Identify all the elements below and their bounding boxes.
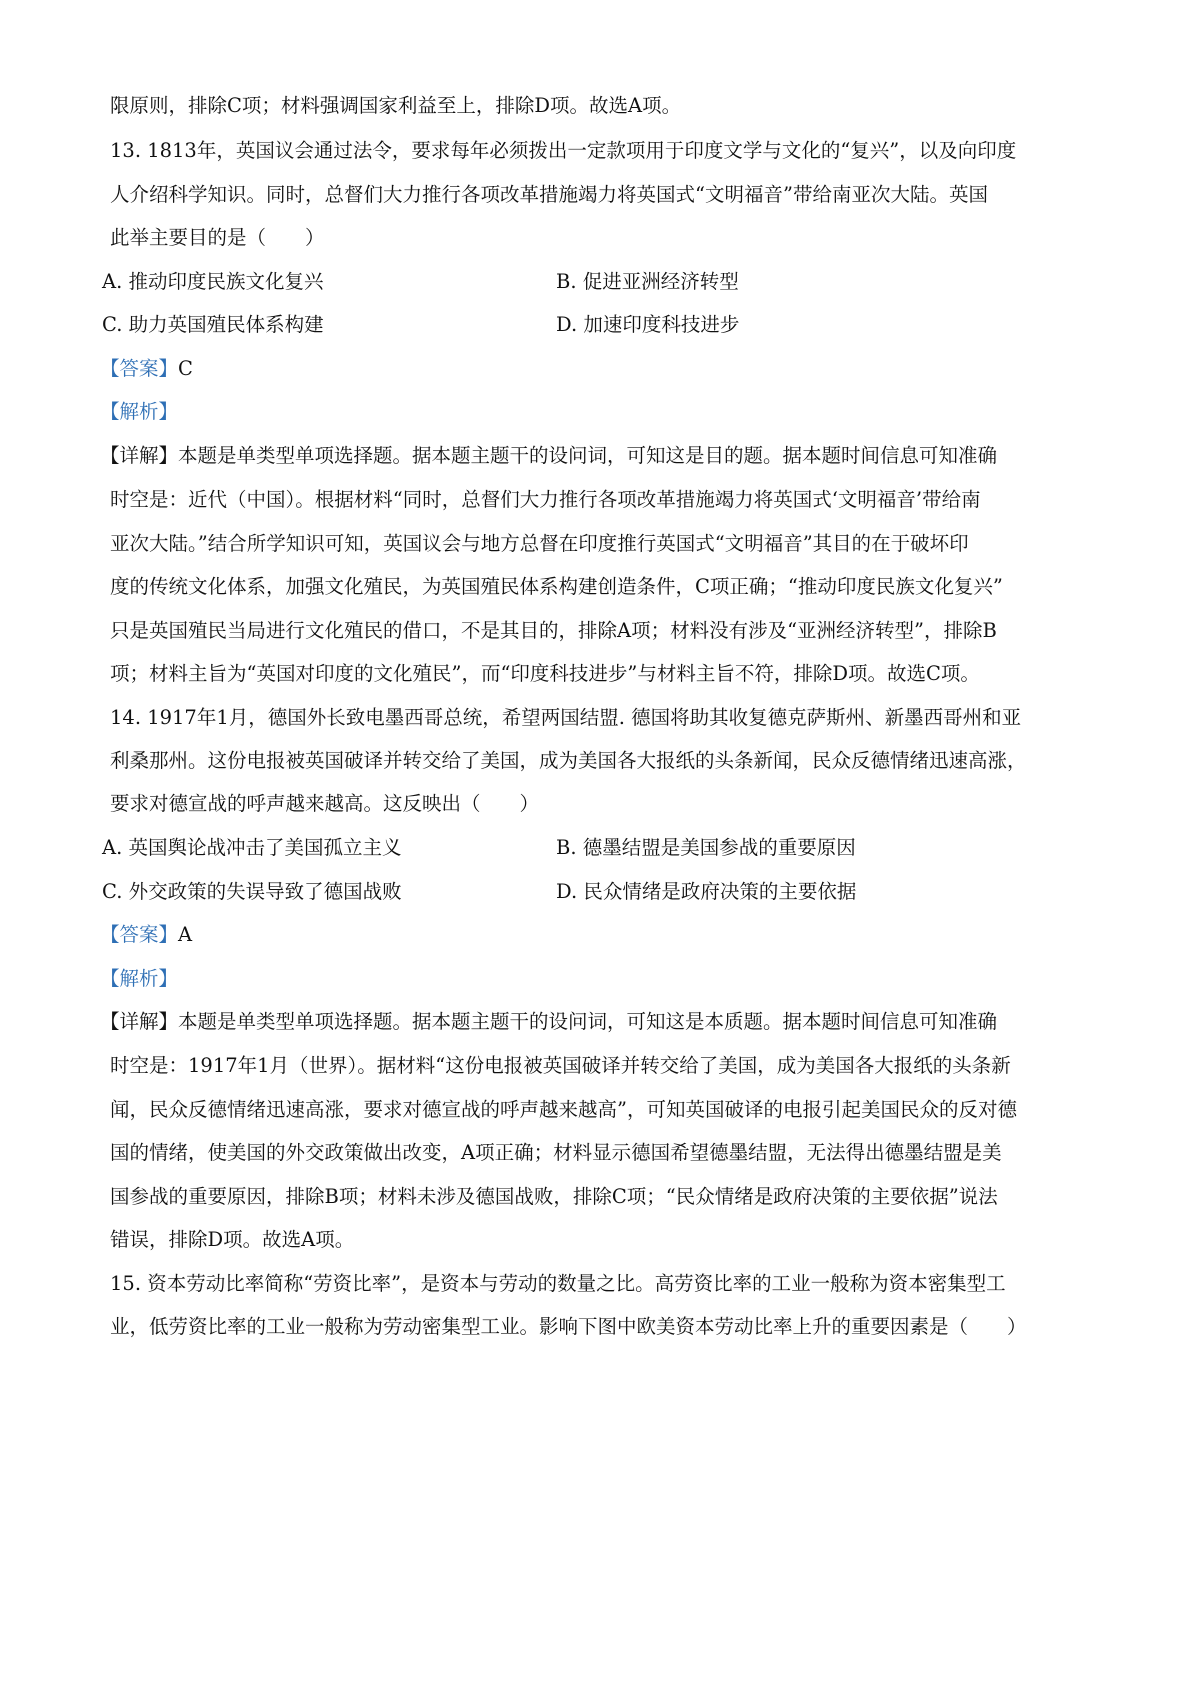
detail-tag: 【详解】 xyxy=(100,444,179,467)
q13-detail-line: 亚次大陆。”结合所学知识可知，英国议会与地方总督在印度推行英国式“文明福音”其目的在于破坏印 xyxy=(110,532,969,555)
q14-detail xyxy=(100,1008,997,1036)
q14-detail-line: 错误，排除D项。故选A项。 xyxy=(110,1228,355,1251)
analysis-tag: 【解析】 xyxy=(100,967,179,990)
q13-analysis-tag xyxy=(100,398,178,426)
q13-detail-line: 只是英国殖民当局进行文化殖民的借口，不是其目的，排除A项；材料没有涉及“亚洲经济转型”，排除B xyxy=(110,619,997,642)
q14-option-d: D. 民众情绪是政府决策的主要依据 xyxy=(556,880,857,903)
question-14-stem: 利桑那州。这份电报被英国破译并转交给了美国，成为美国各大报纸的头条新闻，民众反德情绪迅速高涨， xyxy=(110,749,1027,772)
question-14-stem: 14. 1917年1月，德国外长致电墨西哥总统，希望两国结盟. 德国将助其收复德克萨斯州、新墨西哥州和亚 xyxy=(110,706,1022,729)
question-13-stem: 13. 1813年，英国议会通过法令，要求每年必须拨出一定款项用于印度文学与文化的“复兴”，以及向印度 xyxy=(110,139,1017,162)
q13-option-d: D. 加速印度科技进步 xyxy=(556,313,740,336)
q13-option-b: B. 促进亚洲经济转型 xyxy=(556,270,739,293)
question-15-stem: 业，低劳资比率的工业一般称为劳动密集型工业。影响下图中欧美资本劳动比率上升的重要因素是（ ） xyxy=(110,1315,1027,1338)
question-13-stem: 此举主要目的是（ ） xyxy=(110,226,325,249)
q14-detail-line: 国参战的重要原因，排除B项；材料未涉及德国战败，排除C项；“民众情绪是政府决策的主要依据”说法 xyxy=(110,1185,998,1208)
analysis-tag: 【解析】 xyxy=(100,400,179,423)
detail-tag: 【详解】 xyxy=(100,1010,179,1033)
question-13-stem: 人介绍科学知识。同时，总督们大力推行各项改革措施竭力将英国式“文明福音”带给南亚次大陆。英国 xyxy=(110,183,988,206)
q13-answer xyxy=(100,355,193,383)
q14-option-b: B. 德墨结盟是美国参战的重要原因 xyxy=(556,836,856,859)
q14-detail-line: 时空是：1917年1月（世界）。据材料“这份电报被英国破译并转交给了美国，成为美国各大报纸的头条新 xyxy=(110,1054,1011,1077)
answer-value: C xyxy=(178,357,193,380)
text-line: 限原则，排除C项；材料强调国家利益至上，排除D项。故选A项。 xyxy=(110,94,682,117)
q13-option-a: A. 推动印度民族文化复兴 xyxy=(102,270,324,293)
q13-detail-line: 度的传统文化体系，加强文化殖民，为英国殖民体系构建创造条件，C项正确；“推动印度民族文化复兴” xyxy=(110,575,1003,598)
q13-detail xyxy=(100,442,997,470)
q13-detail-line: 时空是：近代（中国）。根据材料“同时，总督们大力推行各项改革措施竭力将英国式‘文明福音’带给南 xyxy=(110,488,981,511)
q14-option-c: C. 外交政策的失误导致了德国战败 xyxy=(102,880,402,903)
q13-detail-line: 项；材料主旨为“英国对印度的文化殖民”，而“印度科技进步”与材料主旨不符，排除D项。故选C项。 xyxy=(110,662,980,685)
q14-answer xyxy=(100,921,192,949)
q14-analysis-tag xyxy=(100,965,178,993)
question-15-stem: 15. 资本劳动比率简称“劳资比率”，是资本与劳动的数量之比。高劳资比率的工业一般称为资本密集型工 xyxy=(110,1272,1006,1295)
detail-text: 本题是单类型单项选择题。据本题主题干的设问词，可知这是目的题。据本题时间信息可知准确 xyxy=(178,444,998,467)
answer-tag: 【答案】 xyxy=(100,357,179,380)
q14-detail-line: 国的情绪，使美国的外交政策做出改变，A项正确；材料显示德国希望德墨结盟，无法得出德墨结盟是美 xyxy=(110,1141,1002,1164)
answer-value: A xyxy=(178,923,193,946)
answer-tag: 【答案】 xyxy=(100,923,179,946)
question-14-stem: 要求对德宣战的呼声越来越高。这反映出（ ） xyxy=(110,792,540,815)
detail-text: 本题是单类型单项选择题。据本题主题干的设问词，可知这是本质题。据本题时间信息可知准确 xyxy=(178,1010,998,1033)
q13-option-c: C. 助力英国殖民体系构建 xyxy=(102,313,324,336)
q14-option-a: A. 英国舆论战冲击了美国孤立主义 xyxy=(102,836,402,859)
q14-detail-line: 闻，民众反德情绪迅速高涨，要求对德宣战的呼声越来越高”，可知英国破译的电报引起美国民众的反对德 xyxy=(110,1098,1017,1121)
